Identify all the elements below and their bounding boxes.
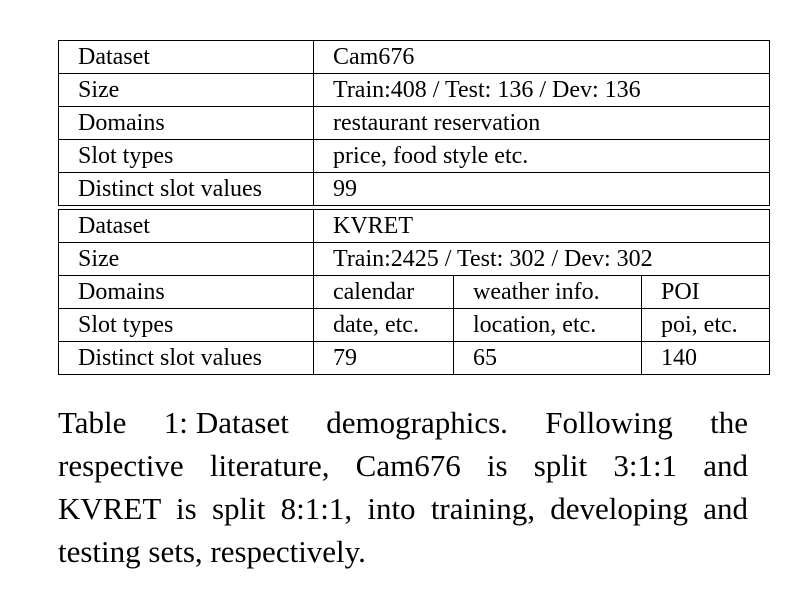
table-row: [59, 243, 770, 276]
table-row: [59, 342, 770, 375]
table-row: [59, 276, 770, 309]
table-row: [59, 140, 770, 173]
row-value: 99: [314, 173, 770, 206]
row-value: Train:408 / Test: 136 / Dev: 136: [314, 74, 770, 107]
row-label: Slot types: [59, 140, 314, 173]
row-label: Domains: [59, 276, 314, 309]
table-row: [59, 173, 770, 206]
row-value: price, food style etc.: [314, 140, 770, 173]
row-label: Dataset: [59, 210, 314, 243]
distinct-value-cell: 65: [454, 342, 642, 375]
table-row: [59, 210, 770, 243]
table-row: [59, 309, 770, 342]
domain-cell: weather info.: [454, 276, 642, 309]
row-label: Slot types: [59, 309, 314, 342]
caption-label: Table 1:: [58, 405, 188, 440]
row-label: Distinct slot values: [59, 342, 314, 375]
slot-type-cell: date, etc.: [314, 309, 454, 342]
row-value: Cam676: [314, 41, 770, 74]
slot-type-cell: location, etc.: [454, 309, 642, 342]
row-label: Size: [59, 74, 314, 107]
cam676-table: [58, 40, 770, 206]
distinct-value-cell: 140: [642, 342, 770, 375]
row-label: Size: [59, 243, 314, 276]
row-value: restaurant reservation: [314, 107, 770, 140]
table-caption: [58, 401, 748, 573]
row-label: Dataset: [59, 41, 314, 74]
row-label: Domains: [59, 107, 314, 140]
row-label: Distinct slot values: [59, 173, 314, 206]
domain-cell: calendar: [314, 276, 454, 309]
domain-cell: POI: [642, 276, 770, 309]
table-row: [59, 74, 770, 107]
table-row: [59, 41, 770, 74]
table-row: [59, 107, 770, 140]
caption-text: Dataset demographics. Following the respective literature, Cam676 is split 3:1:1 and KVRET is split 8:1:1, into training, developing and testing sets, respectively.: [58, 405, 748, 569]
distinct-value-cell: 79: [314, 342, 454, 375]
slot-type-cell: poi, etc.: [642, 309, 770, 342]
row-value: KVRET: [314, 210, 770, 243]
kvret-table: [58, 209, 770, 375]
row-value: Train:2425 / Test: 302 / Dev: 302: [314, 243, 770, 276]
